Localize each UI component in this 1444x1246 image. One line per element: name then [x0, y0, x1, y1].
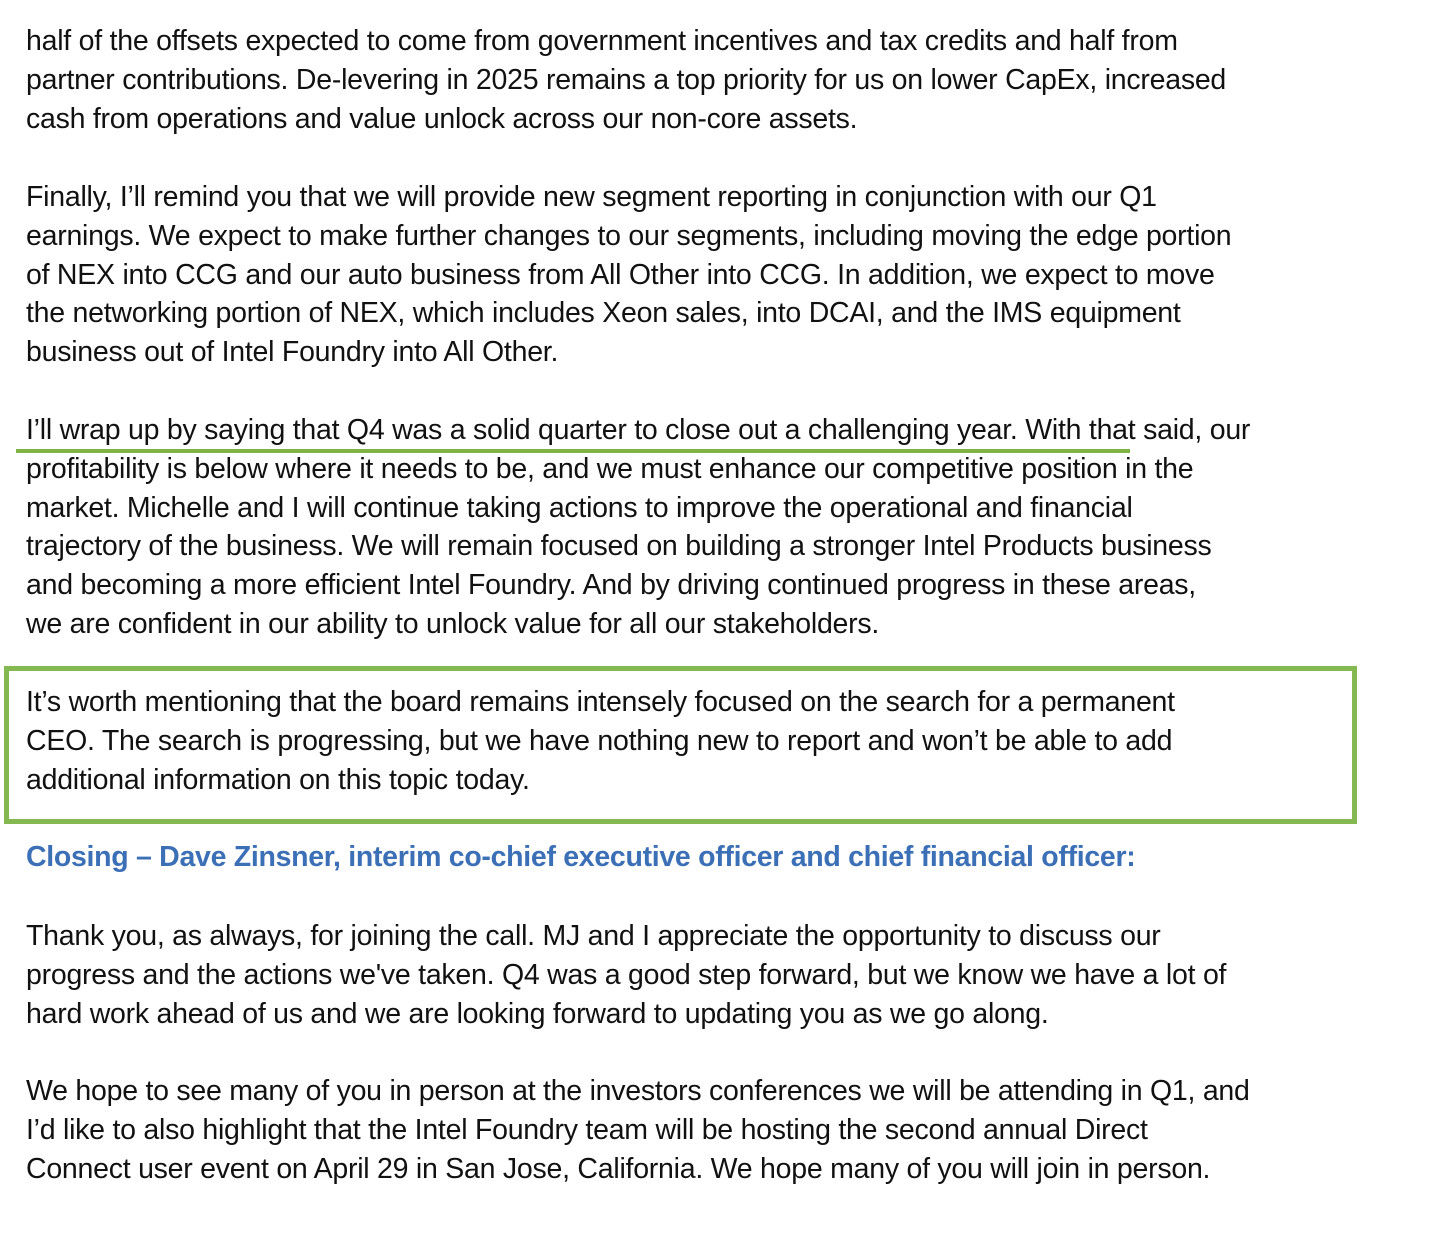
text-line: hard work ahead of us and we are looking forward to updating you as we go along. — [26, 997, 1049, 1030]
text-line: Connect user event on April 29 in San Jose, California. We hope many of you will join in person. — [26, 1152, 1211, 1185]
text-line: additional information on this topic today. — [26, 763, 530, 796]
text-line: partner contributions. De-levering in 2025 remains a top priority for us on lower CapEx, increased — [26, 63, 1227, 96]
text-line: It’s worth mentioning that the board remains intensely focused on the search for a permanent — [26, 686, 1175, 718]
text-line: business out of Intel Foundry into All Other. — [26, 336, 559, 369]
text-line: half of the offsets expected to come from government incentives and tax credits and half from — [26, 25, 1178, 57]
text-line: trajectory of the business. We will remain focused on building a stronger Intel Products business — [26, 530, 1212, 563]
text-line: progress and the actions we've taken. Q4 was a good step forward, but we know we have a lot of — [26, 958, 1227, 991]
paragraph-segment-reporting — [26, 178, 1396, 372]
paragraph-wrap-up — [26, 411, 1396, 644]
text-line: Thank you, as always, for joining the call. MJ and I appreciate the opportunity to discuss our — [26, 920, 1161, 952]
text-line: I’ll wrap up by saying that Q4 was a solid quarter to close out a challenging year. With that said, our — [26, 414, 1251, 446]
text-line: CEO. The search is progressing, but we have nothing new to report and won’t be able to add — [26, 724, 1173, 757]
paragraph-investor-events — [26, 1072, 1396, 1188]
text-line: profitability is below where it needs to be, and we must enhance our competitive position in the — [26, 452, 1194, 485]
highlight-underline — [16, 449, 1130, 453]
text-line: and becoming a more efficient Intel Foundry. And by driving continued progress in these areas, — [26, 569, 1196, 602]
paragraph-ceo-search — [26, 683, 1396, 799]
text-line: of NEX into CCG and our auto business from All Other into CCG. In addition, we expect to move — [26, 258, 1215, 291]
text-line: the networking portion of NEX, which includes Xeon sales, into DCAI, and the IMS equipment — [26, 297, 1181, 330]
text-line: market. Michelle and I will continue taking actions to improve the operational and financial — [26, 491, 1133, 524]
paragraph-thank-you — [26, 917, 1396, 1033]
section-heading-closing: Closing – Dave Zinsner, interim co-chief executive officer and chief financial officer: — [26, 841, 1136, 873]
text-line: earnings. We expect to make further changes to our segments, including moving the edge portion — [26, 219, 1232, 252]
text-line: I’d like to also highlight that the Intel Foundry team will be hosting the second annual Direct — [26, 1113, 1148, 1146]
paragraph-capex-offsets — [26, 22, 1396, 138]
text-line: Finally, I’ll remind you that we will provide new segment reporting in conjunction with our Q1 — [26, 181, 1157, 213]
text-line: we are confident in our ability to unlock value for all our stakeholders. — [26, 607, 880, 640]
text-line: cash from operations and value unlock across our non-core assets. — [26, 102, 858, 135]
text-line: We hope to see many of you in person at the investors conferences we will be attending in Q1, and — [26, 1075, 1250, 1107]
